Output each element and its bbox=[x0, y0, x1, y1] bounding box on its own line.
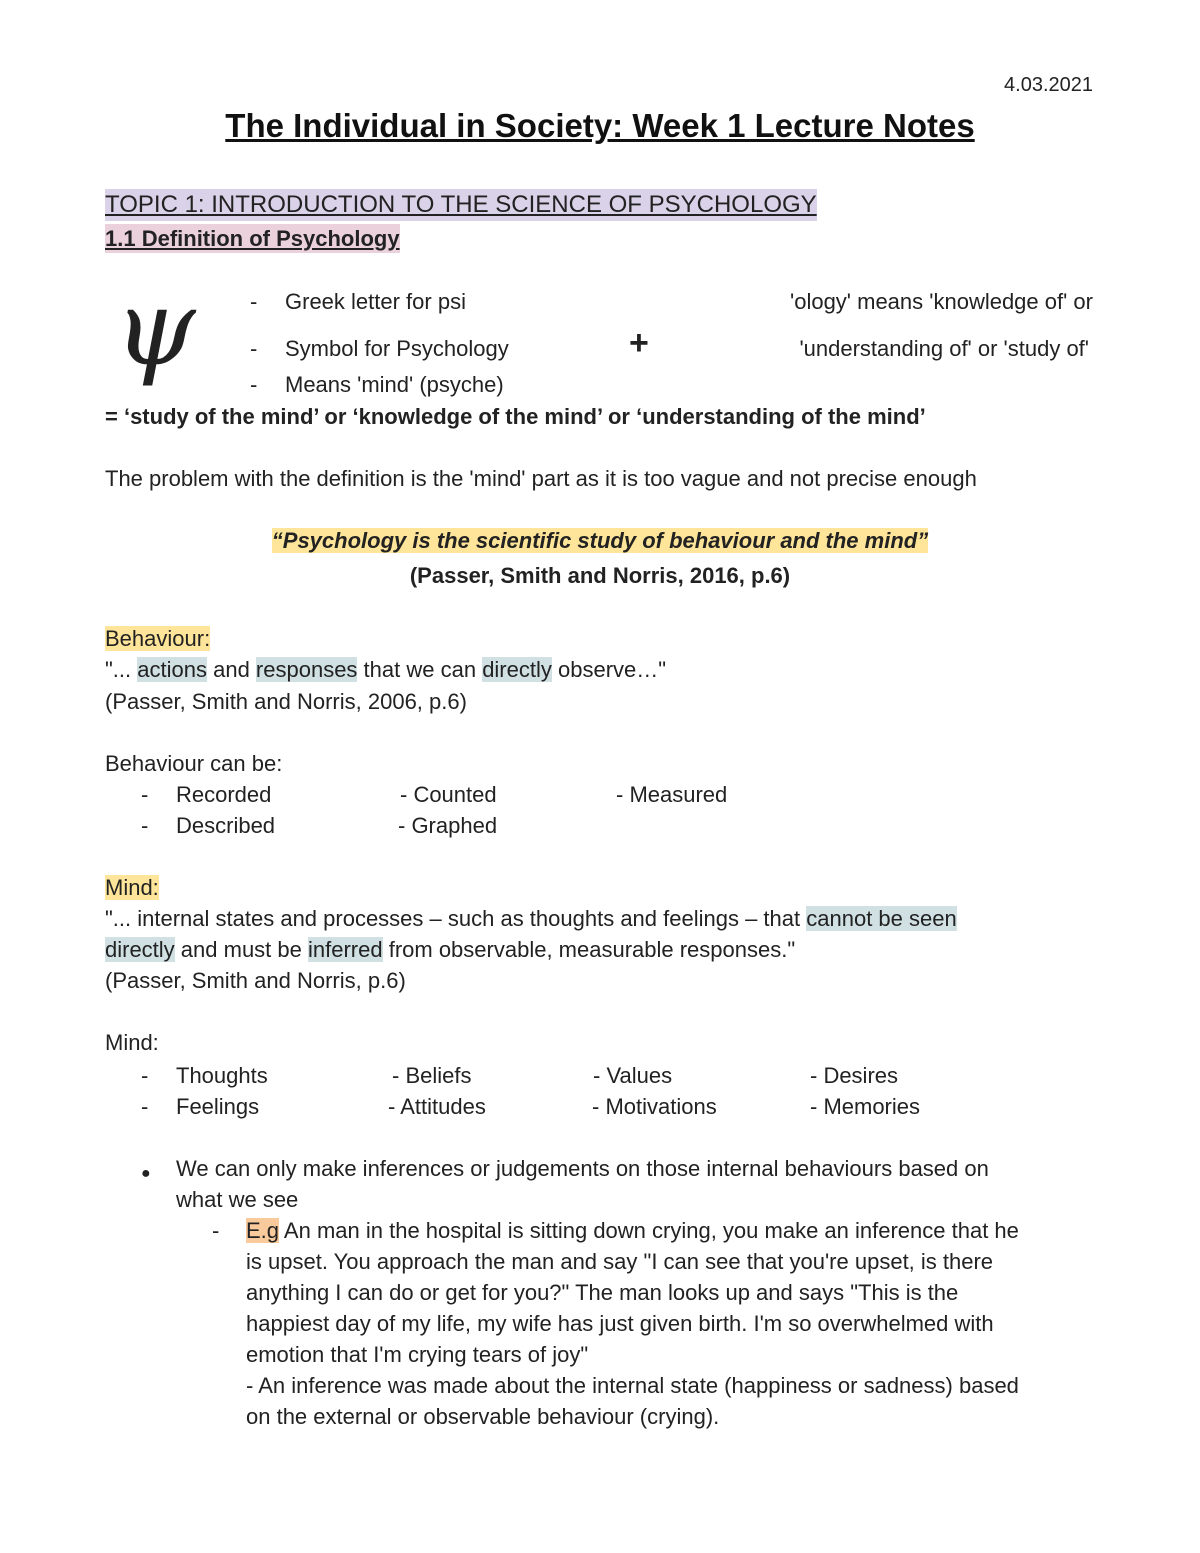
dash: - bbox=[250, 289, 258, 314]
mind-quote-line2 bbox=[105, 934, 795, 965]
highlight-directly: directly bbox=[105, 937, 175, 962]
subheading: 1.1 Definition of Psychology bbox=[105, 226, 400, 251]
dash: - bbox=[141, 813, 149, 838]
example-line: emotion that I'm crying tears of joy" bbox=[246, 1342, 589, 1367]
highlight-directly: directly bbox=[482, 657, 552, 682]
behaviour-quote bbox=[105, 654, 666, 685]
list-item: Recorded bbox=[176, 782, 272, 807]
definition: = ‘study of the mind’ or ‘knowledge of the mind’ or ‘understanding of the mind’ bbox=[105, 404, 926, 429]
dash: - bbox=[250, 336, 258, 361]
list-item: - Memories bbox=[810, 1094, 921, 1119]
dash: - bbox=[250, 372, 258, 397]
problem-text: The problem with the definition is the 'mind' part as it is too vague and not precise enough bbox=[105, 466, 977, 491]
text: and must be bbox=[174, 937, 308, 962]
highlight-responses: responses bbox=[255, 657, 358, 682]
behaviour-citation: (Passer, Smith and Norris, 2006, p.6) bbox=[105, 689, 467, 714]
dash: - bbox=[141, 1094, 149, 1119]
list-item: - Motivations bbox=[592, 1094, 717, 1119]
mind-heading-row bbox=[105, 872, 159, 903]
ology-line: 'understanding of' or 'study of' bbox=[799, 336, 1089, 361]
highlight-actions: actions bbox=[137, 657, 207, 682]
highlight-inferred: inferred bbox=[308, 937, 383, 962]
behaviour-heading-row bbox=[105, 623, 210, 654]
mind-citation: (Passer, Smith and Norris, p.6) bbox=[105, 968, 406, 993]
bullet-line: We can only make inferences or judgements on those internal behaviours based on bbox=[176, 1156, 989, 1181]
dash: - bbox=[141, 782, 149, 807]
list-item: Described bbox=[176, 813, 276, 838]
date: 4.03.2021 bbox=[1004, 74, 1093, 96]
eg-label: E.g bbox=[246, 1218, 280, 1243]
quote-text: “Psychology is the scientific study of behaviour and the mind” bbox=[271, 528, 929, 553]
text: from observable, measurable responses." bbox=[382, 937, 796, 962]
list-item: - Graphed bbox=[398, 813, 498, 838]
plus-sign: + bbox=[629, 324, 649, 362]
psi-item: Greek letter for psi bbox=[285, 289, 466, 314]
behaviour-can-be: Behaviour can be: bbox=[105, 751, 283, 776]
mind-heading-2: Mind: bbox=[105, 1030, 159, 1055]
list-item: Feelings bbox=[176, 1094, 260, 1119]
example-line: is upset. You approach the man and say "I can see that you're upset, is there bbox=[246, 1249, 994, 1274]
list-item: - Attitudes bbox=[388, 1094, 486, 1119]
text: "... bbox=[105, 657, 138, 682]
list-item: - Values bbox=[593, 1063, 673, 1088]
mind-quote-line1 bbox=[105, 903, 957, 934]
bullet-line: what we see bbox=[176, 1187, 299, 1212]
example-line: on the external or observable behaviour (crying). bbox=[246, 1404, 720, 1429]
psi-item: Symbol for Psychology bbox=[285, 336, 509, 361]
highlight-cannot-be-seen: cannot be seen bbox=[806, 906, 957, 931]
text: and bbox=[206, 657, 256, 682]
page-title: The Individual in Society: Week 1 Lecture Notes bbox=[225, 107, 975, 144]
quote-line bbox=[0, 525, 1200, 556]
list-item: - Counted bbox=[400, 782, 497, 807]
text: An man in the hospital is sitting down crying, you make an inference that he bbox=[279, 1218, 1019, 1243]
bullet-dot: ● bbox=[141, 1165, 151, 1182]
text: "... internal states and processes – such as thoughts and feelings – that bbox=[105, 906, 807, 931]
example-line: - An inference was made about the internal state (happiness or sadness) based bbox=[246, 1373, 1019, 1398]
list-item: - Beliefs bbox=[392, 1063, 472, 1088]
dash: - bbox=[141, 1063, 149, 1088]
list-item: - Measured bbox=[616, 782, 728, 807]
behaviour-heading: Behaviour: bbox=[105, 626, 211, 651]
example-line: happiest day of my life, my wife has just given birth. I'm so overwhelmed with bbox=[246, 1311, 994, 1336]
psi-item: Means 'mind' (psyche) bbox=[285, 372, 504, 397]
ology-line: 'ology' means 'knowledge of' or bbox=[790, 289, 1093, 314]
quote-citation: (Passer, Smith and Norris, 2016, p.6) bbox=[409, 563, 791, 588]
mind-heading: Mind: bbox=[105, 875, 159, 900]
topic-heading: TOPIC 1: INTRODUCTION TO THE SCIENCE OF PSYCHOLOGY bbox=[105, 189, 817, 221]
text: observe…" bbox=[551, 657, 667, 682]
text: that we can bbox=[357, 657, 483, 682]
psi-symbol: ψ bbox=[114, 267, 196, 389]
example-line: anything I can do or get for you?" The man looks up and says "This is the bbox=[246, 1280, 959, 1305]
list-item: - Desires bbox=[810, 1063, 899, 1088]
dash: - bbox=[212, 1218, 220, 1243]
list-item: Thoughts bbox=[176, 1063, 268, 1088]
example-line bbox=[246, 1215, 1019, 1246]
